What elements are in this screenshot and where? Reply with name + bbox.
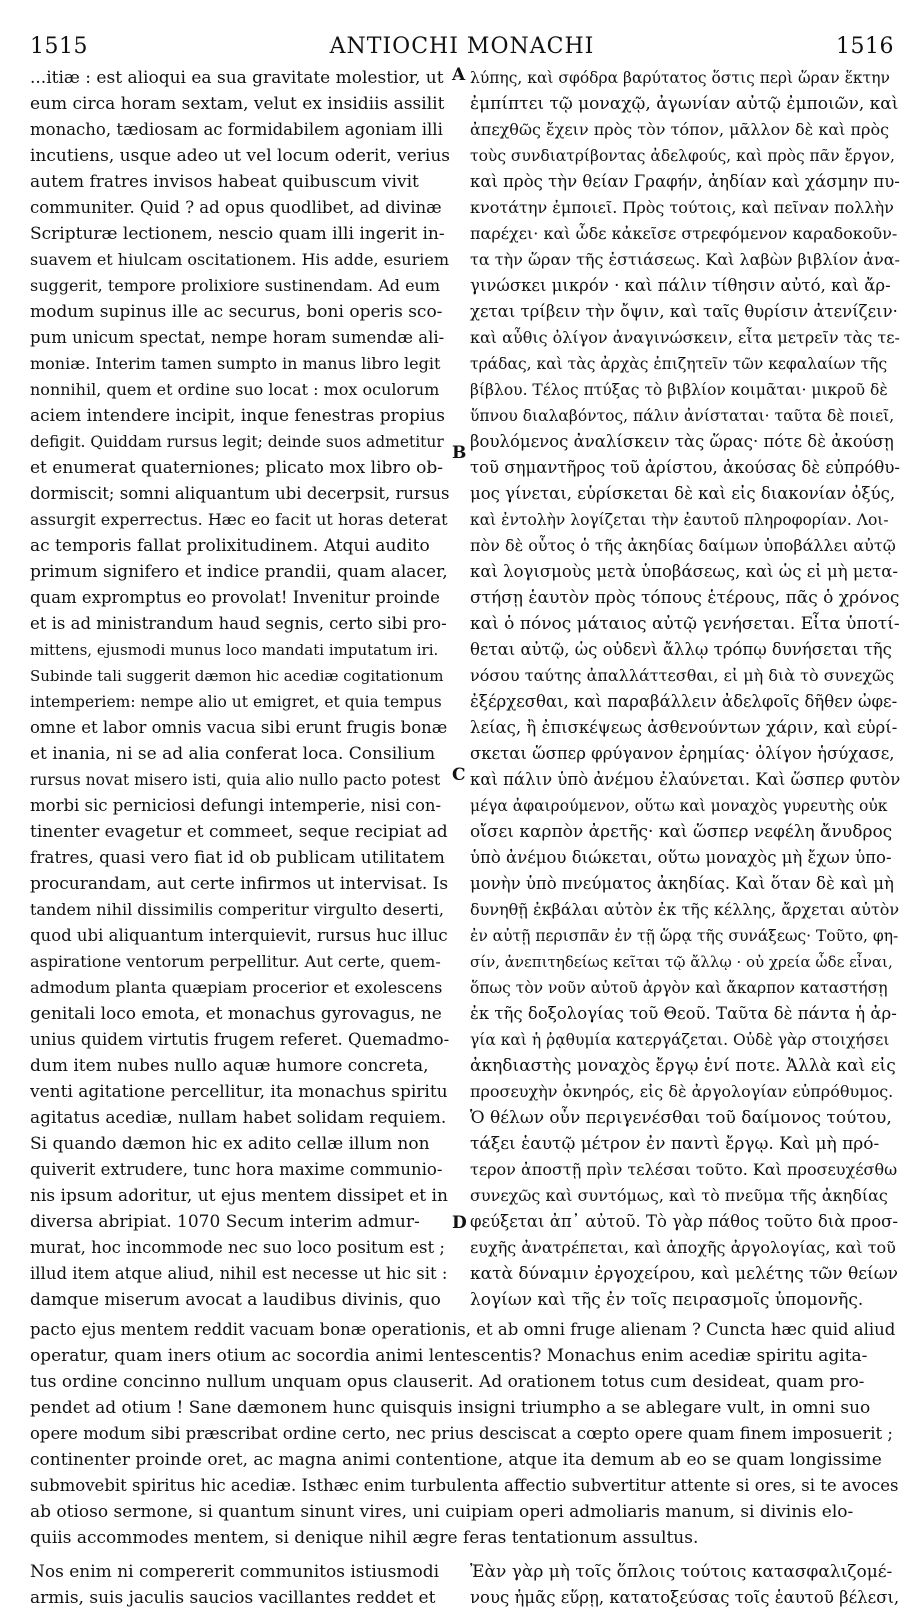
latin-text-line: defigit. Quiddam rursus legit; deinde suos admetitur <box>30 433 444 451</box>
latin-text-line: et is ad ministrandum haud segnis, certo sibi pro- <box>30 614 447 633</box>
greek-column <box>470 65 900 1313</box>
greek-text-line: συνεχῶς καὶ συντόμως, καὶ τὸ πνεῦμα τῆς ἀκηδίας <box>470 1186 888 1205</box>
greek-text-line: δυνηθῇ ἐκβάλαι αὐτὸν ἐκ τῆς κέλλης, ἄρχεται αὐτὸν <box>470 900 900 919</box>
latin-text-line: unius quidem virtutis frugem referet. Quemadmo- <box>30 1030 450 1049</box>
latin-text-line: moniæ. Interim tamen sumpto in manus libro legit <box>30 354 441 373</box>
greek-text-line: θεται αὐτῷ, ὡς οὐδενὶ ἄλλῳ τρόπῳ δυνήσεται τῆς <box>470 640 892 659</box>
full-width-text-line: continenter proinde oret, ac magna animi contentione, atque ita demum ab eo se quam longissime <box>30 1450 882 1470</box>
latin-text-line: fratres, quasi vero fiat id ob publicam utilitatem <box>30 848 445 868</box>
footer-latin-column <box>30 1559 450 1611</box>
greek-text-line: μονὴν ὑπὸ πνεύματος ἀκηδίας. Καὶ ὅταν δὲ καὶ μὴ <box>470 874 894 893</box>
greek-text-line: ἀκηδιαστὴς μοναχὸς ἔργῳ ἑνί ποτε. Ἀλλὰ καὶ εἰς <box>470 1056 896 1076</box>
latin-text-line: pum unicum spectat, nempe horam sumendæ ali- <box>30 328 445 347</box>
greek-text-line: ἀπεχθῶς ἔχειν πρὸς τὸν τόπον, μᾶλλον δὲ καὶ πρὸς <box>470 120 890 139</box>
latin-text-line: modum supinus ille ac securus, boni operis sco- <box>30 302 443 322</box>
greek-text-line: μος γίνεται, εὑρίσκεται δὲ καὶ εἰς διακονίαν ὀξύς, <box>470 484 896 503</box>
greek-text-line: τοὺς συνδιατρίβοντας ἀδελφούς, καὶ πρὸς πᾶν ἔργον, <box>470 147 895 165</box>
latin-text-line: quod ubi aliquantum interquievit, rursus huc illuc <box>30 926 448 945</box>
full-width-text-line: quiis accommodes mentem, si denique nihil ægre feras tentationum assultus. <box>30 1528 699 1548</box>
greek-text-line: ὑπὸ ἀνέμου διώκεται, οὕτω μοναχὸς μὴ ἔχων ὑπο- <box>470 848 892 867</box>
greek-text-line: καὶ ἐντολὴν λογίζεται τὴν ἑαυτοῦ πληροφορίαν. Λοι- <box>470 511 889 529</box>
greek-text-line: Ὁ θέλων οὖν περιγενέσθαι τοῦ δαίμονος τούτου, <box>470 1108 892 1128</box>
latin-text-line: communiter. Quid ? ad opus quodlibet, ad divinæ <box>30 198 442 217</box>
greek-text-line: μέγα ἀφαιρούμενον, οὕτω καὶ μοναχὸς γυρευτὴς οὐκ <box>470 797 888 815</box>
greek-text-line: σκεται ὥσπερ φρύγανον ἐρημίας· ὀλίγον ἡσύχασε, <box>470 744 895 763</box>
section-marker-b: B <box>452 443 467 463</box>
footer-latin-line: Nos enim ni compererit communitos istiusmodi <box>30 1562 440 1582</box>
greek-text-line: πὸν δὲ οὗτος ὁ τῆς ἀκηδίας δαίμων ὑποβάλλει αὐτῷ <box>470 536 896 555</box>
latin-text-line: quiverit extrudere, tunc hora maxime communio- <box>30 1160 443 1179</box>
latin-text-line: et enumerat quaterniones; plicato mox libro ob- <box>30 458 444 478</box>
running-title: ANTIOCHI MONACHI <box>329 34 595 59</box>
footer-greek-column <box>470 1559 900 1611</box>
greek-text-line: στήσῃ ἑαυτὸν πρὸς τόπους ἑτέρους, πᾶς ὁ χρόνος <box>470 588 900 608</box>
latin-text-line: nonnihil, quem et ordine suo locat : mox oculorum <box>30 380 440 399</box>
greek-text-line: προσευχὴν ὀκνηρός, εἰς δὲ ἀργολογίαν εὐπρόθυμος. <box>470 1082 894 1101</box>
greek-text-line: καὶ πάλιν ὑπὸ ἀνέμου ἐλαύνεται. Καὶ ὥσπερ φυτὸν <box>470 770 900 789</box>
full-width-text-line: tus ordine concinno nullum unquam opus clauserit. Ad orationem totus cum desideat, quam pro- <box>30 1372 865 1392</box>
footer-latin-line: armis, suis jaculis saucios vacillantes reddet et <box>30 1588 436 1608</box>
section-marker-d: D <box>452 1213 467 1233</box>
greek-text-line: λογίων καὶ τῆς ἐν τοῖς πειρασμοῖς ὑπομονῆς. <box>470 1290 864 1310</box>
greek-text-line: γία καὶ ἡ ῥᾳθυμία κατεργάζεται. Οὐδὲ γὰρ στοιχήσει <box>470 1031 890 1049</box>
latin-text-line: mittens, ejusmodi munus loco mandati imputatum iri. <box>30 641 439 659</box>
latin-text-line: procurandam, aut certe infirmos ut intervisat. Is <box>30 874 449 894</box>
greek-text-line: καὶ λογισμοὺς μετὰ ὑποβάσεως, καὶ ὡς εἰ μὴ μετα- <box>470 562 898 581</box>
footer-greek-line: νους ἡμᾶς εὕρῃ, κατατοξεύσας τοῖς ἑαυτοῦ βέλεσι, <box>470 1588 900 1607</box>
latin-text-line: murat, hoc incommode nec suo loco positum est ; <box>30 1238 445 1257</box>
latin-text-line: ...itiæ : est alioqui ea sua gravitate molestior, ut <box>30 68 444 88</box>
full-width-text-line: opere modum sibi præscribat ordine certo, nec prius desciscat a cœpto opere quam finem imposuerit ; <box>30 1424 893 1443</box>
greek-text-line: καὶ πρὸς τὴν θείαν Γραφήν, ἀηδίαν καὶ χάσμην πυ- <box>470 172 900 191</box>
latin-text-line: et inania, ni se ad alia conferat loca. Consilium <box>30 744 436 764</box>
full-width-text-line: operatur, quam iners otium ac socordia animi lentescentis? Monachus enim acediæ spiritu agita- <box>30 1346 868 1366</box>
latin-text-line: ac temporis fallat prolixitudinem. Atqui audito <box>30 536 430 556</box>
right-page-number: 1516 <box>836 34 894 59</box>
latin-text-line: tandem nihil dissimilis comperitur virgulto deserti, <box>30 900 445 919</box>
greek-text-line: σίν, ἀνεπιτηδείως κεῖται τῷ ἄλλῳ · οὐ χρεία ὧδε εἶναι, <box>470 953 893 971</box>
greek-text-line: βουλόμενος ἀναλίσκειν τὰς ὥρας· πότε δὲ ἀκούσῃ <box>470 432 894 451</box>
latin-text-line: suavem et hiulcam oscitationem. His adde, esuriem <box>30 250 450 269</box>
latin-text-line: primum signifero et indice prandii, quam alacer, <box>30 562 448 582</box>
latin-text-line: incutiens, usque adeo ut vel locum oderit, verius <box>30 146 450 166</box>
greek-text-line: ἐξέρχεσθαι, καὶ παραβάλλειν ἀδελφοῖς δῆθεν ὠφε- <box>470 692 898 711</box>
greek-text-line: οἴσει καρπὸν ἀρετῆς· καὶ ὥσπερ νεφέλη ἄνυδρος <box>470 822 893 842</box>
greek-text-line: ἐκ τῆς δοξολογίας τοῦ Θεοῦ. Ταῦτα δὲ πάντα ἡ ἀρ- <box>470 1004 897 1023</box>
greek-text-line: καὶ ὁ πόνος μάταιος αὐτῷ γενήσεται. Εἶτα ὑποτί- <box>470 614 900 634</box>
latin-text-line: Scripturæ lectionem, nescio quam illi ingerit in- <box>30 224 445 244</box>
latin-text-line: genitali loco emota, et monachus gyrovagus, ne <box>30 1004 442 1024</box>
latin-text-line: admodum planta quæpiam procerior et exolescens <box>30 978 443 997</box>
latin-text-line: venti agitatione percellitur, ita monachus spiritu <box>30 1082 448 1102</box>
greek-text-line: τερον ἀποστῇ πρὶν τελέσαι τοῦτο. Καὶ προσευχέσθω <box>470 1160 898 1179</box>
full-width-text-line: pacto ejus mentem reddit vacuam bonæ operationis, et ab omni fruge alienam ? Cuncta hæc quid aliud <box>30 1320 896 1339</box>
greek-text-line: χεται τρίβειν τὴν ὄψιν, καὶ ταῖς θυρίσιν ἀτενίζειν· <box>470 302 898 321</box>
footer-greek-line: Ἐὰν γὰρ μὴ τοῖς ὅπλοις τούτοις κατασφαλιζομέ- <box>470 1562 893 1582</box>
greek-text-line: τα τὴν ὥραν τῆς ἑστιάσεως. Καὶ λαβὼν βιβλίον ἀνα- <box>470 250 900 269</box>
latin-text-line: aspiratione ventorum perpellitur. Aut certe, quem- <box>30 952 441 971</box>
full-width-text-line: pendet ad otium ! Sane dæmonem hunc quisquis insigni triumpho a se ablegare vult, in omni suo <box>30 1398 871 1418</box>
greek-text-line: ὕπνου διαλαβόντος, πάλιν ἀνίσταται· ταῦτα δὲ ποιεῖ, <box>470 407 895 425</box>
latin-text-line: suggerit, tempore prolixiore sustinendam. Ad eum <box>30 276 441 295</box>
greek-text-line: ευχῆς ἀνατρέπεται, καὶ ἀποχῆς ἀργολογίας, καὶ τοῦ <box>470 1238 896 1257</box>
greek-text-line: κατὰ δύναμιν ἐργοχείρου, καὶ μελέτης τῶν θείων <box>470 1264 898 1284</box>
greek-text-line: τοῦ σημαντῆρος τοῦ ἀρίστου, ἀκούσας δὲ εὐπρόθυ- <box>470 458 900 477</box>
latin-text-line: nis ipsum adoritur, ut ejus mentem dissipet et in <box>30 1186 448 1206</box>
latin-text-line: omne et labor omnis vacua sibi erunt frugis bonæ <box>30 718 448 737</box>
full-width-text-line: submovebit spiritus hic acediæ. Isthæc enim turbulenta affectio subvertitur attente si ores, si te avoces <box>30 1476 899 1495</box>
full-width-text-line: ab otioso sermone, si quantum sinunt vires, uni cuipiam operi admoliaris manum, si divinis elo- <box>30 1502 854 1522</box>
greek-text-line: λείας, ἢ ἐπισκέψεως ἀσθενούντων χάριν, καὶ εὑρί- <box>470 718 898 737</box>
section-marker-a: A <box>452 65 466 85</box>
greek-text-line: ὅπως τὸν νοῦν αὐτοῦ ἀργὸν καὶ ἄκαρπον καταστήσῃ <box>470 979 888 997</box>
greek-text-line: ἐμπίπτει τῷ μοναχῷ, ἀγωνίαν αὐτῷ ἐμποιῶν, καὶ <box>470 94 899 114</box>
page-header <box>0 0 924 59</box>
greek-text-line: τράδας, καὶ τὰς ἀρχὰς ἐπιζητεῖν τῶν κεφαλαίων τῆς <box>470 355 888 373</box>
greek-text-line: παρέχει· καὶ ὧδε κἀκεῖσε στρεφόμενον καραδοκοῦν- <box>470 224 898 243</box>
latin-text-line: dum item nubes nullo aquæ humore concreta, <box>30 1056 429 1076</box>
latin-text-line: Si quando dæmon hic ex adito cellæ illum non <box>30 1134 430 1154</box>
latin-text-line: eum circa horam sextam, velut ex insidiis assilit <box>30 94 445 114</box>
greek-text-line: κνοτάτην ἐμποιεῖ. Πρὸς τούτοις, καὶ πεῖναν πολλὴν <box>470 198 894 217</box>
latin-text-line: autem fratres invisos habeat quibuscum vivit <box>30 172 419 192</box>
latin-text-line: morbi sic perniciosi defungi intemperie, nisi con- <box>30 796 442 815</box>
section-marker-c: C <box>452 765 466 785</box>
latin-text-line: tinenter evagetur et commeet, seque recipiat ad <box>30 822 448 842</box>
latin-text-line: rursus novat misero isti, quia alio nullo pacto potest <box>30 771 441 789</box>
latin-text-line: agitatus acediæ, nullam habet solidam requiem. <box>30 1108 447 1128</box>
greek-text-line: βίβλου. Τέλος πτύξας τὸ βιβλίον κοιμᾶται· μικροῦ δὲ <box>470 381 888 399</box>
latin-text-line: illud item atque aliud, nihil est necesse ut hic sit : <box>30 1264 448 1283</box>
greek-text-line: καὶ αὖθις ὀλίγον ἀναγινώσκειν, εἶτα μετρεῖν τὰς τε- <box>470 328 900 347</box>
greek-text-line: τάξει ἑαυτῷ μέτρον ἐν παντὶ ἔργῳ. Καὶ μὴ πρό- <box>470 1134 880 1154</box>
latin-text-line: Subinde tali suggerit dæmon hic acediæ cogitationum <box>30 667 444 685</box>
latin-text-line: dormiscit; somni aliquantum ubi decerpsit, rursus <box>30 484 450 503</box>
greek-text-line: γινώσκει μικρόν · καὶ πάλιν τίθησιν αὐτό, καὶ ἄρ- <box>470 276 891 295</box>
greek-text-line: φεύξεται ἀπ᾽ αὐτοῦ. Τὸ γὰρ πάθος τοῦτο διὰ προσ- <box>470 1212 898 1231</box>
latin-text-line: monacho, tædiosam ac formidabilem agoniam illi <box>30 120 443 139</box>
greek-text-line: λύπης, καὶ σφόδρα βαρύτατος ὅστις περὶ ὥραν ἕκτην <box>470 69 890 87</box>
latin-text-line: assurgit experrectus. Hæc eo facit ut horas deterat <box>30 510 448 529</box>
greek-text-line: νόσου ταύτης ἀπαλλάττεσθαι, εἰ μὴ διὰ τὸ συνεχῶς <box>470 666 895 685</box>
latin-text-line: damque miserum avocat a laudibus divinis, quo <box>30 1290 441 1310</box>
latin-text-line: quam expromptus eo provolat! Invenitur proinde <box>30 588 440 607</box>
latin-text-line: intemperiem: nempe alio ut emigret, et quia tempus <box>30 693 442 711</box>
left-page-number: 1515 <box>30 34 88 59</box>
greek-text-line: ἐν αὐτῇ περισπᾶν ἐν τῇ ὥρᾳ τῆς συνάξεως· Τοῦτο, φη- <box>470 927 899 945</box>
full-width-text <box>30 1317 900 1551</box>
latin-text-line: aciem intendere incipit, inque fenestras propius <box>30 406 445 426</box>
latin-column <box>30 65 450 1313</box>
latin-text-line: diversa abripiat. 1070 Secum interim admur- <box>30 1212 420 1232</box>
